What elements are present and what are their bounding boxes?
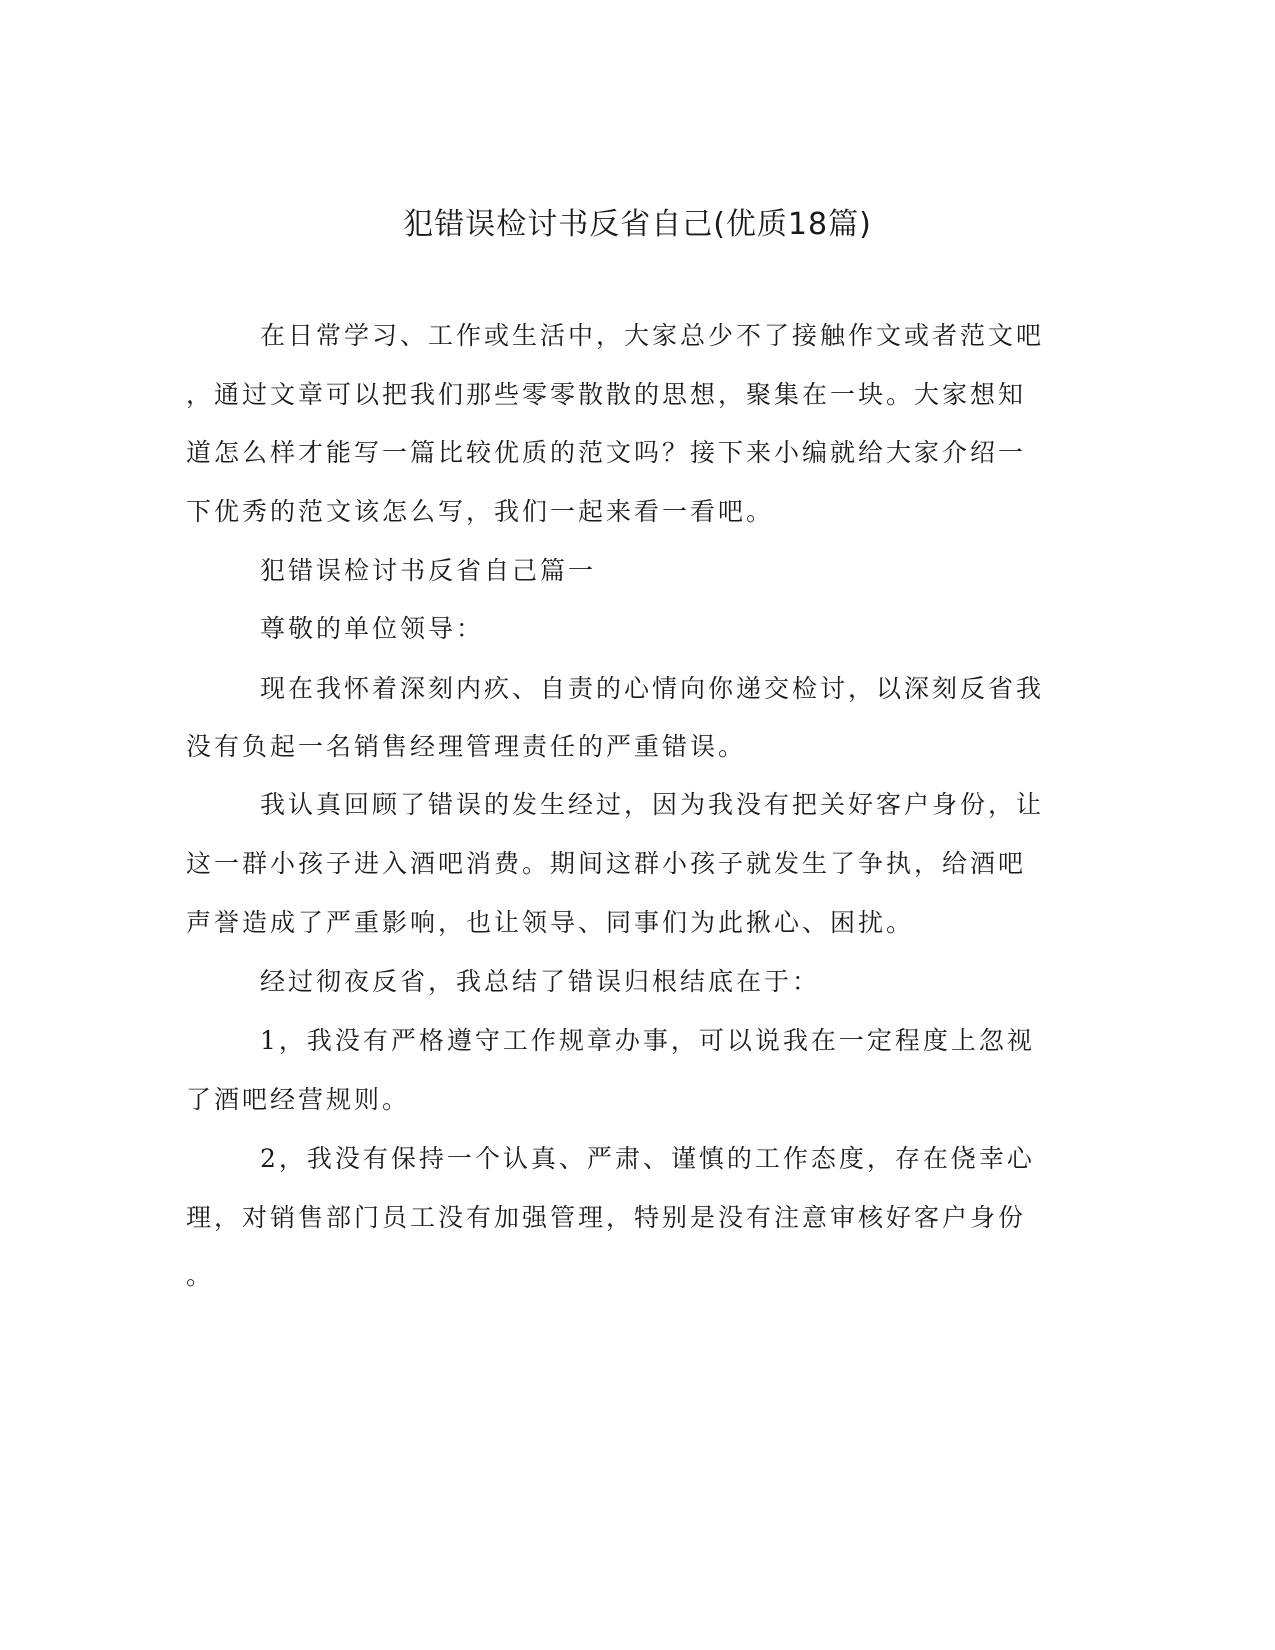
paragraph-line: 我认真回顾了错误的发生经过，因为我没有把关好客户身份，让 bbox=[260, 790, 1045, 819]
paragraph-line: 经过彻夜反省，我总结了错误归根结底在于： bbox=[260, 967, 821, 996]
list-item-line: 2，我没有保持一个认真、严肃、谨慎的工作态度，存在侥幸心 bbox=[260, 1144, 1035, 1173]
paragraph-line: 道怎么样才能写一篇比较优质的范文吗？接下来小编就给大家介绍一 bbox=[186, 438, 1027, 467]
paragraph-line: ，通过文章可以把我们那些零零散散的思想，聚集在一块。大家想知 bbox=[186, 380, 1027, 409]
paragraph-line: 下优秀的范文该怎么写，我们一起来看一看吧。 bbox=[186, 497, 775, 526]
paragraph-line: 这一群小孩子进入酒吧消费。期间这群小孩子就发生了争执，给酒吧 bbox=[186, 849, 1027, 878]
paragraph-line: 现在我怀着深刻内疚、自责的心情向你递交检讨，以深刻反省我 bbox=[260, 674, 1045, 703]
list-item-line: 。 bbox=[186, 1261, 215, 1290]
section-heading: 犯错误检讨书反省自己篇一 bbox=[260, 556, 597, 585]
document-title: 犯错误检讨书反省自己(优质18篇) bbox=[403, 207, 872, 242]
paragraph-line: 没有负起一名销售经理管理责任的严重错误。 bbox=[186, 732, 747, 761]
list-item-line: 1，我没有严格遵守工作规章办事，可以说我在一定程度上忽视 bbox=[260, 1026, 1035, 1055]
salutation: 尊敬的单位领导： bbox=[260, 614, 485, 643]
list-item-line: 理，对销售部门员工没有加强管理，特别是没有注意审核好客户身份 bbox=[186, 1203, 1027, 1232]
paragraph-line: 在日常学习、工作或生活中，大家总少不了接触作文或者范文吧 bbox=[260, 321, 1045, 350]
list-item-line: 了酒吧经营规则。 bbox=[186, 1085, 411, 1114]
paragraph-line: 声誉造成了严重影响，也让领导、同事们为此揪心、困扰。 bbox=[186, 908, 915, 937]
